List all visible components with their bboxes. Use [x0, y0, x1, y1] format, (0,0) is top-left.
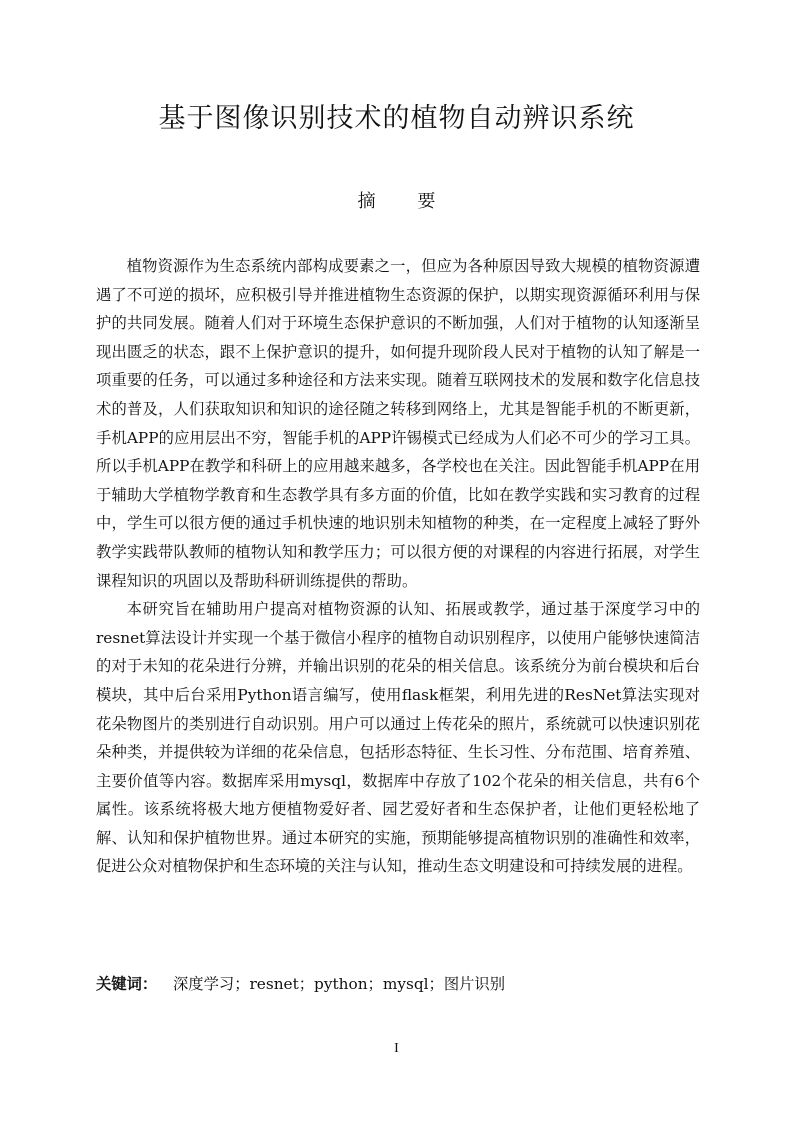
abstract-heading: 摘 要: [357, 191, 454, 212]
page-number: I: [394, 1041, 399, 1056]
abstract-paragraph-1: 植物资源作为生态系统内部构成要素之一，但应为各种原因导致大规模的植物资源遭遇了不可逆的损坏，应积极引导并推进植物生态资源的保护，以期实现资源循环利用与保护的共同发展。随着人们对于环境生态保护意识的不断加强，人们对于植物的认知逐渐呈现出匮乏的状态，跟不上保护意识的提升，如何提升现阶段人民对于植物的认知了解是一项重要的任务，可以通过多种途径和方法来实现。随着互联网技术的发展和数字化信息技术的普及，人们获取知识和知识的途径随之转移到网络上，尤其是智能手机的不断更新，手机APP的应用层出不穷，智能手机的APP许锡模式已经成为人们必不可少的学习工具。所以手机APP在教学和科研上的应用越来越多，各学校也在关注。因此智能手机APP在用于辅助大学植物学教育和生态教学具有多方面的价值，比如在教学实践和实习教育的过程中，学生可以很方便的通过手机快速的地识别未知植物的种类，在一定程度上减轻了野外教学实践带队教师的植物认知和教学压力；可以很方便的对课程的内容进行拓展，对学生课程知识的巩固以及帮助科研训练提供的帮助。: [96, 257, 700, 590]
abstract-paragraph-2: 本研究旨在辅助用户提高对植物资源的认知、拓展或教学，通过基于深度学习中的resnet算法设计并实现一个基于微信小程序的植物自动识别程序，以使用户能够快速简洁的对于未知的花朵进行分辨，并输出识别的花朵的相关信息。该系统分为前台模块和后台模块，其中后台采用Python语言编写，使用flask框架，利用先进的ResNet算法实现对花朵物图片的类别进行自动识别。用户可以通过上传花朵的照片，系统就可以快速识别花朵种类，并提供较为详细的花朵信息，包括形态特征、生长习性、分布范围、培育养殖、主要价值等内容。数据库采用mysql，数据库中存放了102个花朵的相关信息，共有6个属性。该系统将极大地方便植物爱好者、园艺爱好者和生态保护者，让他们更轻松地了解、认知和保护植物世界。通过本研究的实施，预期能够提高植物识别的准确性和效率，促进公众对植物保护和生态环境的关注与认知，推动生态文明建设和可持续发展的进程。: [96, 600, 700, 876]
document-title: 基于图像识别技术的植物自动辨识系统: [158, 103, 635, 134]
keywords-line: [96, 970, 700, 998]
abstract-body: [96, 252, 700, 881]
keywords-value: 深度学习；resnet；python；mysql；图片识别: [173, 975, 506, 993]
keywords-label: 关键词：: [96, 975, 158, 993]
